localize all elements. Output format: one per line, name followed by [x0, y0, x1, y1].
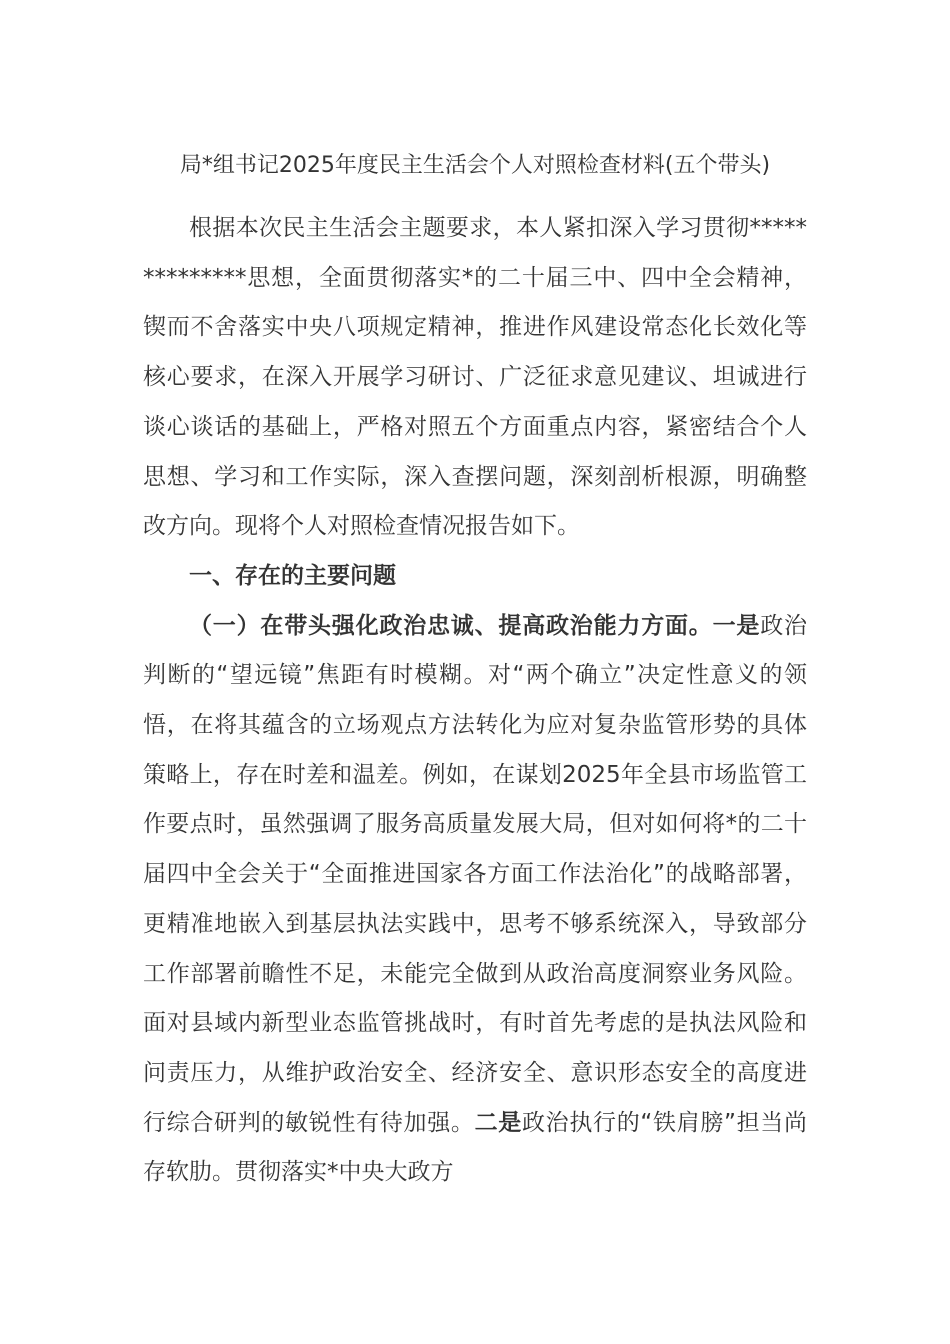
subsection-paragraph — [143, 602, 807, 1198]
intro-paragraph: 根据本次民主生活会主题要求，本人紧扣深入学习贯彻**************思想，全面贯彻落实*的二十届三中、四中全会精神，锲而不舍落实中央八项规定精神，推进作风建设常态化长效化等核心要求，在深入开展学习研讨、广泛征求意见建议、坦诚进行谈心谈话的基础上，严格对照五个方面重点内容，紧密结合个人思想、学习和工作实际，深入查摆问题，深刻剖析根源，明确整改方向。现将个人对照检查情况报告如下。 — [143, 215, 807, 540]
document-body — [143, 204, 807, 1198]
point-text-1: 政治判断的“望远镜”焦距有时模糊。对“两个确立”决定性意义的领悟，在将其蕴含的立场观点方法转化为应对复杂监管形势的具体策略上，存在时差和温差。例如，在谋划2025年全县市场监管工作要点时，虽然强调了服务高质量发展大局，但对如何将*的二十届四中全会关于“全面推进国家各方面工作法治化”的战略部署，更精准地嵌入到基层执法实践中，思考不够系统深入，导致部分工作部署前瞻性不足，未能完全做到从政治高度洞察业务风险。面对县域内新型业态监管挑战时，有时首先考虑的是执法风险和问责压力，从维护政治安全、经济安全、意识形态安全的高度进行综合研判的敏锐性有待加强。 — [143, 612, 808, 1136]
point-label-2: 二是 — [474, 1109, 522, 1136]
document-title: 局*组书记2025年度民主生活会个人对照检查材料(五个带头) — [179, 153, 771, 178]
subsection-heading: （一）在带头强化政治忠诚、提高政治能力方面。 — [189, 612, 713, 639]
point-label-1: 一是 — [712, 612, 761, 639]
point-text-2: 政治执行的“铁肩膀”担当尚存软肋。贯彻落实*中央大政方 — [143, 1109, 807, 1186]
section-heading-problems: 一、存在的主要问题 — [189, 562, 396, 589]
